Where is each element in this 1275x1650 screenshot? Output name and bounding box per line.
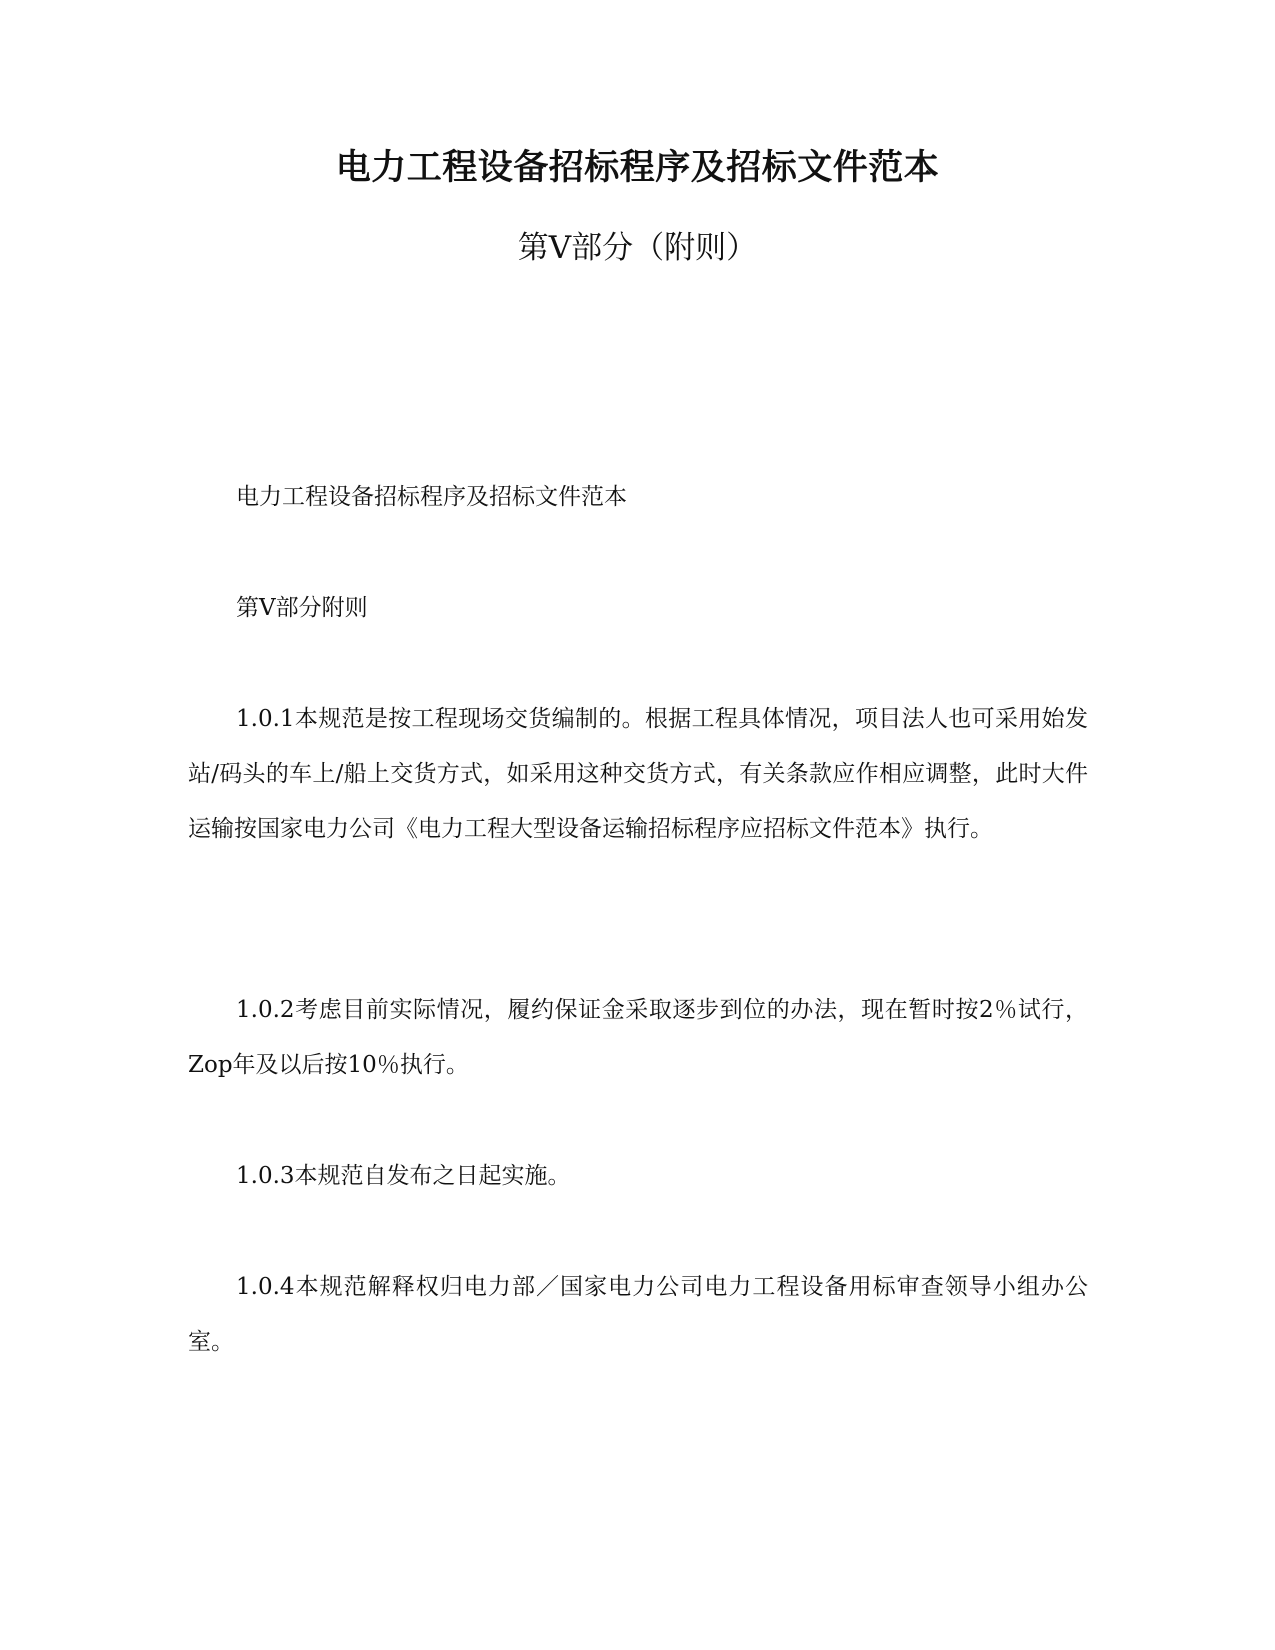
document-title: 电力工程设备招标程序及招标文件范本 [335, 148, 940, 188]
document-subtitle: 第Ⅴ部分（附则） [517, 230, 758, 266]
clause-1-0-4: 1.0.4本规范解释权归电力部／国家电力公司电力工程设备用标审查领导小组办公室。 [188, 1274, 1088, 1355]
clause-1-0-2: 1.0.2考虑目前实际情况，履约保证金采取逐步到位的办法，现在暂时按2％试行，Zop年及以后按10％执行。 [188, 997, 1088, 1078]
body-heading-line-2: 第Ⅴ部分附则 [236, 595, 368, 621]
body-heading-line-1: 电力工程设备招标程序及招标文件范本 [236, 484, 627, 510]
clause-1-0-1: 1.0.1本规范是按工程现场交货编制的。根据工程具体情况，项目法人也可采用始发站/码头的车上/船上交货方式，如采用这种交货方式，有关条款应作相应调整，此时大件运输按国家电力公司《电力工程大型设备运输招标程序应招标文件范本》执行。 [188, 706, 1088, 842]
clause-1-0-3: 1.0.3本规范自发布之日起实施。 [236, 1163, 571, 1189]
